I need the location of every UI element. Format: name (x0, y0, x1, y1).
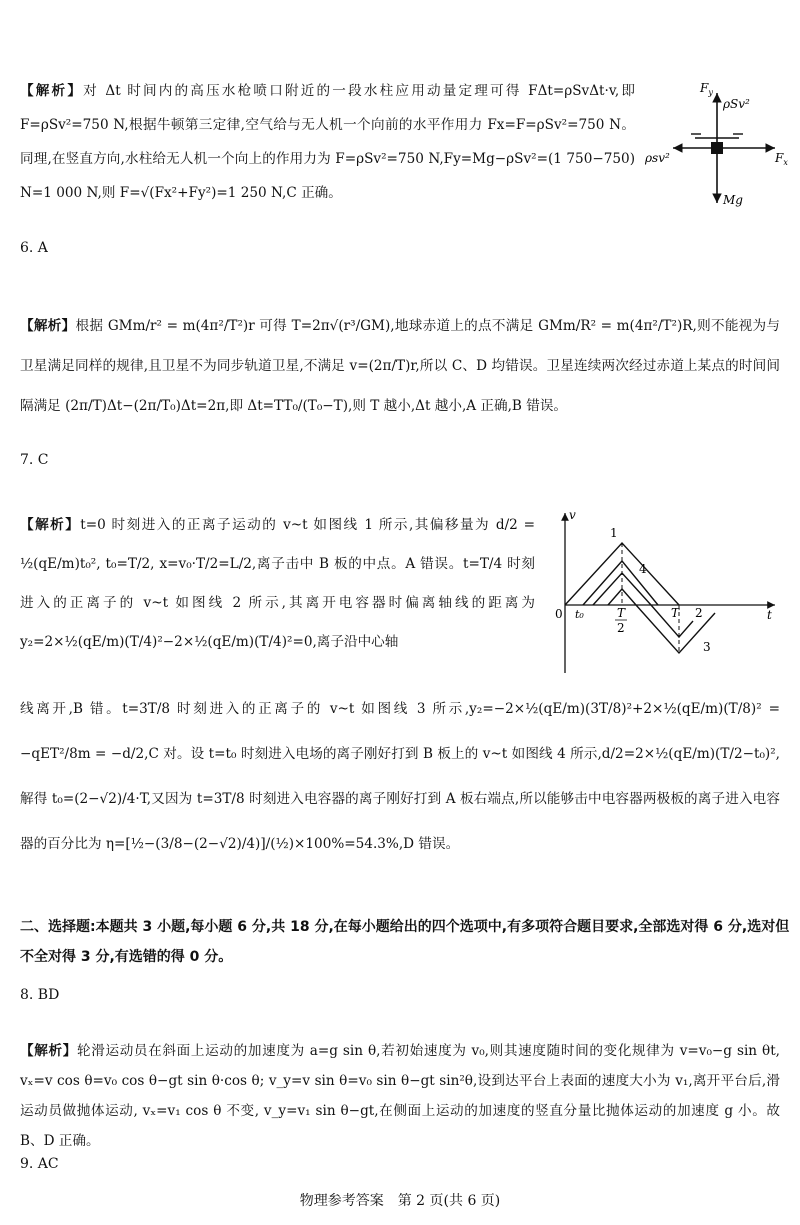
q7-explanation-part2 (20, 687, 780, 867)
q8-text: 轮滑运动员在斜面上运动的加速度为 a=g sin θ,若初始速度为 v₀,则其速度随时间的变化规律为 v=v₀−g sin θt, vₓ=v cos θ=v₀ cos θ−gt sin θ·cos θ; v_y=v sin θ=v₀ sin θ−gt sin²θ,设到达平台上表面的速度大小为 v₁,离开平台后,滑运动员做抛体运动, vₓ=v₁ cos θ 不变, v_y=v₁ sin θ−gt,在侧面上运动的加速度的竖直分量比抛体运动的加速度 g 小。故 B、D 正确。 (20, 1043, 780, 1149)
analysis-tag: 【解析】 (20, 1043, 77, 1059)
q5-explanation (20, 74, 635, 210)
q7-text-2: 线离开,B 错。t=3T/8 时刻进入的正离子的 v~t 如图线 3 所示,y₂=−2×½(qE/m)(3T/8)²+2×½(qE/m)(T/8)² = −qET²/8m = −d/2,C 对。设 t=t₀ 时刻进入电场的离子刚好打到 B 板上的 v~t 如图线 4 所示,d/2=2×½(qE/m)(T/2−t₀)²,解得 t₀=(2−√2)/4·T,又因为 t=3T/8 时刻进入电容器的离子刚好打到 A 板右端点,所以能够击中电容器两极板的离子进入电容器的百分比为 η=[½−(3/8−(2−√2)/4)]/(½)×100%=54.3%,D 错误。 (20, 701, 780, 852)
line-4-label: 4 (639, 562, 647, 576)
drone-body (711, 142, 723, 154)
section-heading: 二、选择题:本题共 3 小题,每小题 6 分,共 18 分,在每小题给出的四个选项中,有多项符合题目要求,全部选对得 6 分,选对但不全对得 3 分,有选错的得 0 分。 (20, 919, 790, 965)
t-label: t (767, 608, 772, 622)
q6-text: 根据 GMm/r² = m(4π²/T²)r 可得 T=2π√(r³/GM),地球赤道上的点不满足 GMm/R² = m(4π²/T²)R,则不能视为与卫星满足同样的规律,且卫星不为同步轨道卫星,不满足 v=(2π/T)r,所以 C、D 均错误。卫星连续两次经过赤道上某点的时间间隔满足 (2π/T)Δt−(2π/T₀)Δt=2π,即 Δt=TT₀/(T₀−T),则 T 越小,Δt 越小,A 正确,B 错误。 (20, 318, 781, 414)
label-mg: Mg (723, 193, 743, 207)
page-footer: 物理参考答案 第 2 页(共 6 页) (299, 1193, 501, 1209)
line-2-label: 2 (695, 606, 703, 620)
q7-explanation-part1 (20, 506, 535, 662)
t0-label: t₀ (575, 608, 584, 621)
analysis-tag: 【解析】 (20, 83, 84, 99)
label-rho-left: ρsv² (645, 151, 670, 165)
q9-answer: 9. AC (20, 1156, 59, 1172)
q8-explanation (20, 1036, 780, 1156)
q6-explanation (20, 306, 780, 426)
vt-line-4 (583, 561, 658, 605)
half-period-den: 2 (617, 621, 625, 635)
label-rho-top: ρSv² (723, 97, 750, 111)
line-1-label: 1 (610, 526, 618, 540)
analysis-tag: 【解析】 (20, 318, 76, 334)
label-fx: $F_x$ (775, 151, 788, 167)
period-label: T (671, 606, 680, 620)
label-fy: $F_y$ (700, 81, 713, 97)
q8-answer: 8. BD (20, 987, 60, 1003)
q7-answer: 7. C (20, 452, 49, 468)
q7-text-1: t=0 时刻进入的正离子运动的 v~t 如图线 1 所示,其偏移量为 d/2 = ½(qE/m)t₀², t₀=T/2, x=v₀·T/2=L/2,离子击中 B 板的中点。A 错误。t=T/4 时刻进入的正离子的 v~t 如图线 2 所示,其离开电容器时偏离轴线的距离为 y₂=2×½(qE/m)(T/4)²−2×½(qE/m)(T/4)²=0,离子沿中心轴 (20, 517, 535, 650)
analysis-tag: 【解析】 (20, 517, 81, 533)
line-3-label: 3 (703, 640, 711, 654)
force-diagram (645, 78, 795, 218)
half-period-num: T (617, 606, 626, 620)
q6-answer: 6. A (20, 240, 48, 256)
origin-label: 0 (555, 607, 563, 621)
q5-text: 对 Δt 时间内的高压水枪喷口附近的一段水柱应用动量定理可得 FΔt=ρSvΔt·v,即 F=ρSv²=750 N,根据牛顿第三定律,空气给与无人机一个向前的水平作用力 Fx=F=ρSv²=750 N。同理,在竖直方向,水柱给无人机一个向上的作用力为 F=ρSv²=750 N,Fy=Mg−ρSv²=(1 750−750) N=1 000 N,则 F=√(Fx²+Fy²)=1 250 N,C 正确。 (20, 83, 635, 201)
vt-graph (555, 505, 780, 680)
v-label: v (569, 508, 576, 522)
